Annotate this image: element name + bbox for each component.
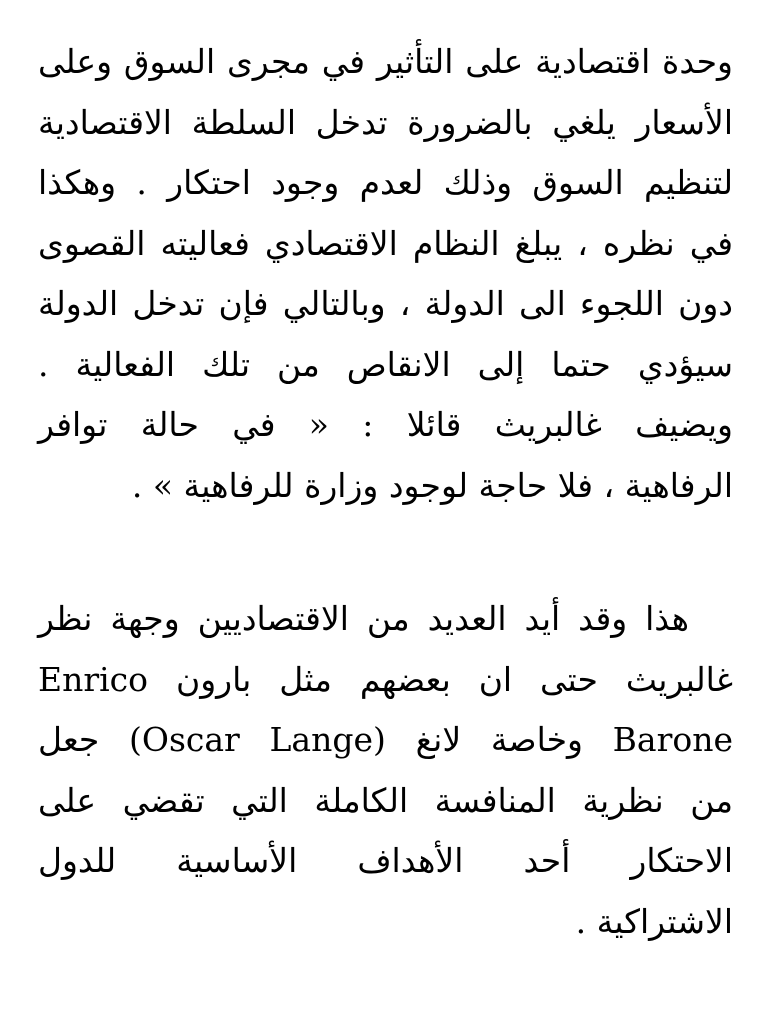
text-line: ويضيف غالبريث قائلا : « في حالة توافر [38,405,733,444]
text-line: لتنظيم السوق وذلك لعدم وجود احتكار . وهكذا [38,163,733,202]
text-line: وحدة اقتصادية على التأثير في مجرى السوق وعلى [38,42,733,81]
text-line: غالبريث حتى ان بعضهم مثل بارون Enrico [38,659,733,699]
paragraph-gap [38,516,733,589]
text-line: هذا وقد أيد العديد من الاقتصاديين وجهة نظر [38,599,689,638]
text-line: الرفاهية ، فلا حاجة لوجود وزارة للرفاهية » . [131,465,733,505]
paragraph-economists-support [38,589,733,952]
text-line: الأسعار يلغي بالضرورة تدخل السلطة الاقتصادية [38,102,733,142]
text-line: من نظرية المنافسة الكاملة التي تقضي على [38,780,733,820]
text-line: سيؤدي حتما إلى الانقاص من تلك الفعالية . [38,344,733,384]
text-line: Barone وخاصة لانغ (Oscar Lange) جعل [38,720,734,759]
paragraph-galbraith-monopoly [38,32,733,516]
text-line: في نظره ، يبلغ النظام الاقتصادي فعاليته القصوى [38,223,733,263]
text-line: الاحتكار أحد الأهداف الأساسية للدول [38,841,733,880]
text-line: دون اللجوء الى الدولة ، وبالتالي فإن تدخل الدولة [38,284,733,323]
text-line: الاشتراكية . [575,901,733,941]
